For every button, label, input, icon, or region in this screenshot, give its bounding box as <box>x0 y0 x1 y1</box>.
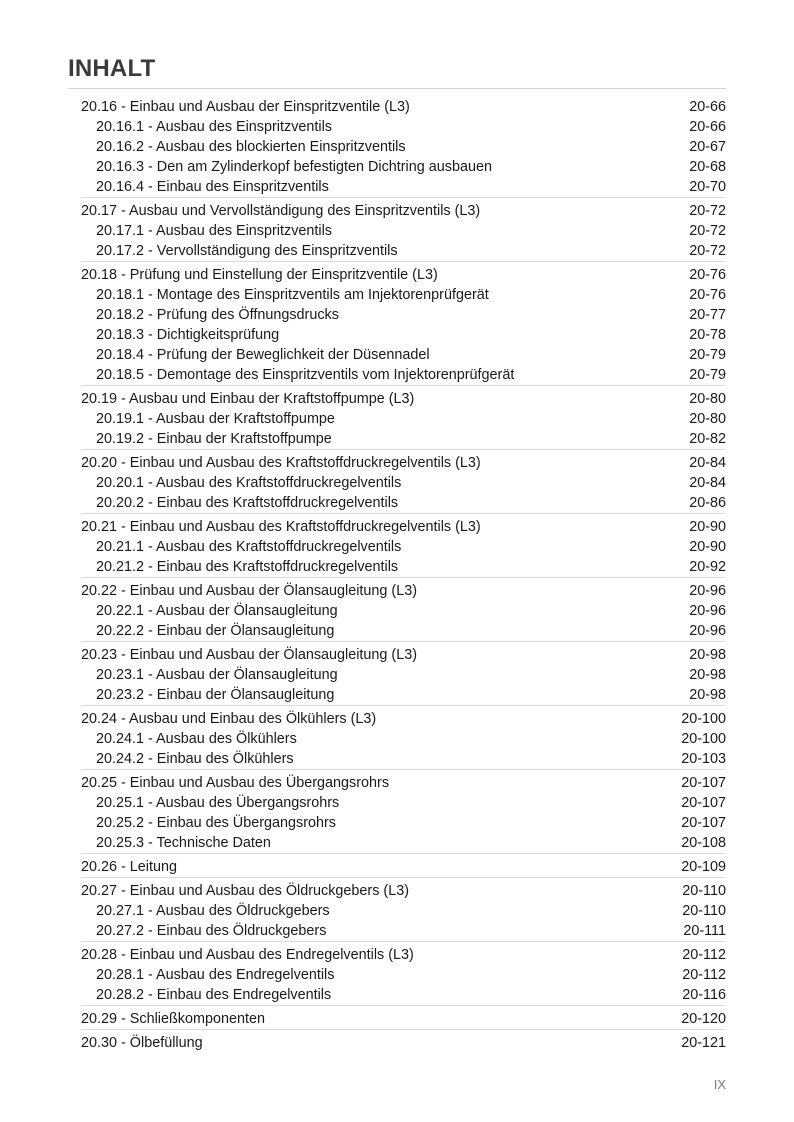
toc-entry-page: 20-112 <box>682 947 726 963</box>
toc-subentry-page: 20-98 <box>689 687 726 703</box>
toc-subentry-page: 20-67 <box>689 139 726 155</box>
toc-subentry-title: 20.25.2 - Einbau des Übergangsrohrs <box>96 815 336 831</box>
toc-subentry-title: 20.16.3 - Den am Zylinderkopf befestigten Dichtring ausbauen <box>96 159 492 175</box>
toc-entry[interactable] <box>81 265 726 285</box>
toc-subentry-page: 20-108 <box>681 835 726 851</box>
toc-entry-title: 20.27 - Einbau und Ausbau des Öldruckgebers (L3) <box>81 883 409 899</box>
toc-subentry-page: 20-107 <box>681 795 726 811</box>
toc-subentry-page: 20-72 <box>689 243 726 259</box>
toc-subentry[interactable] <box>81 285 726 305</box>
toc-entry-title: 20.24 - Ausbau und Einbau des Ölkühlers (L3) <box>81 711 377 727</box>
toc-entry-page: 20-80 <box>689 391 726 407</box>
toc-entry-page: 20-66 <box>689 99 726 115</box>
toc-entry-title: 20.23 - Einbau und Ausbau der Ölansaugleitung (L3) <box>81 647 418 663</box>
toc-subentry-title: 20.28.2 - Einbau des Endregelventils <box>96 987 332 1003</box>
page-number: IX <box>713 1077 726 1092</box>
toc-entry-title: 20.22 - Einbau und Ausbau der Ölansaugleitung (L3) <box>81 583 418 599</box>
toc-entry-page: 20-110 <box>682 883 726 899</box>
toc-subentry-title: 20.18.2 - Prüfung des Öffnungsdrucks <box>96 307 339 323</box>
toc-entry[interactable] <box>81 453 726 473</box>
toc-subentry-title: 20.16.4 - Einbau des Einspritzventils <box>96 179 329 195</box>
toc-subentry[interactable] <box>81 429 726 449</box>
toc-subentry[interactable] <box>81 365 726 385</box>
toc-entry-title: 20.17 - Ausbau und Vervollständigung des Einspritzventils (L3) <box>81 203 481 219</box>
toc-subentry-title: 20.18.4 - Prüfung der Beweglichkeit der Düsennadel <box>96 347 430 363</box>
toc-entry-title: 20.20 - Einbau und Ausbau des Kraftstoffdruckregelventils (L3) <box>81 455 481 471</box>
toc-entry-page: 20-76 <box>689 267 726 283</box>
toc-entry[interactable] <box>81 581 726 601</box>
toc-subentry-page: 20-107 <box>681 815 726 831</box>
toc-entry-title: 20.21 - Einbau und Ausbau des Kraftstoffdruckregelventils (L3) <box>81 519 481 535</box>
toc-subentry[interactable] <box>81 729 726 749</box>
toc-subentry[interactable] <box>81 117 726 137</box>
toc-subentry[interactable] <box>81 305 726 325</box>
toc-entry-page: 20-100 <box>681 711 726 727</box>
page-title: INHALT <box>68 55 156 82</box>
toc-entry-title: 20.25 - Einbau und Ausbau des Übergangsrohrs <box>81 775 390 791</box>
toc-subentry-title: 20.25.1 - Ausbau des Übergangsrohrs <box>96 795 340 811</box>
toc-subentry-title: 20.21.2 - Einbau des Kraftstoffdruckregelventils <box>96 559 399 575</box>
toc-subentry-title: 20.24.2 - Einbau des Ölkühlers <box>96 751 294 767</box>
toc-subentry-page: 20-110 <box>682 903 726 919</box>
toc-section <box>81 705 726 769</box>
toc-subentry-title: 20.20.2 - Einbau des Kraftstoffdruckregelventils <box>96 495 399 511</box>
toc-subentry[interactable] <box>81 241 726 261</box>
toc-subentry-page: 20-82 <box>689 431 726 447</box>
toc-entry[interactable] <box>81 773 726 793</box>
toc-subentry-page: 20-96 <box>689 623 726 639</box>
toc-subentry-title: 20.23.2 - Einbau der Ölansaugleitung <box>96 687 335 703</box>
toc-subentry[interactable] <box>81 493 726 513</box>
toc-entry-title: 20.26 - Leitung <box>81 859 178 875</box>
toc-subentry[interactable] <box>81 749 726 769</box>
toc-entry-title: 20.29 - Schließkomponenten <box>81 1011 265 1027</box>
toc-subentry-title: 20.18.1 - Montage des Einspritzventils am Injektorenprüfgerät <box>96 287 489 303</box>
toc-subentry[interactable] <box>81 137 726 157</box>
toc-entry-title: 20.16 - Einbau und Ausbau der Einspritzventile (L3) <box>81 99 410 115</box>
toc-subentry[interactable] <box>81 833 726 853</box>
toc-subentry-page: 20-70 <box>689 179 726 195</box>
toc-subentry-page: 20-90 <box>689 539 726 555</box>
toc-section <box>81 769 726 853</box>
toc-entry[interactable] <box>81 709 726 729</box>
toc-subentry[interactable] <box>81 985 726 1005</box>
toc-section <box>81 1029 726 1053</box>
toc-subentry[interactable] <box>81 665 726 685</box>
toc-entry[interactable] <box>81 1033 726 1053</box>
toc-entry-title: 20.18 - Prüfung und Einstellung der Einspritzventile (L3) <box>81 267 438 283</box>
toc-subentry-title: 20.19.1 - Ausbau der Kraftstoffpumpe <box>96 411 335 427</box>
toc-subentry-title: 20.22.1 - Ausbau der Ölansaugleitung <box>96 603 338 619</box>
toc-subentry[interactable] <box>81 601 726 621</box>
toc-section <box>81 577 726 641</box>
toc-entry-page: 20-90 <box>689 519 726 535</box>
toc-section <box>81 385 726 449</box>
toc-subentry-page: 20-66 <box>689 119 726 135</box>
toc-entry[interactable] <box>81 389 726 409</box>
toc-subentry[interactable] <box>81 921 726 941</box>
toc-subentry-title: 20.16.1 - Ausbau des Einspritzventils <box>96 119 332 135</box>
toc-section <box>81 94 726 197</box>
toc-subentry[interactable] <box>81 325 726 345</box>
toc-section <box>81 197 726 261</box>
toc-entry[interactable] <box>81 881 726 901</box>
toc-entry[interactable] <box>81 201 726 221</box>
title-divider <box>68 88 726 89</box>
toc-subentry-title: 20.18.5 - Demontage des Einspritzventils vom Injektorenprüfgerät <box>96 367 515 383</box>
toc-entry[interactable] <box>81 945 726 965</box>
toc-subentry-page: 20-78 <box>689 327 726 343</box>
toc-subentry-title: 20.24.1 - Ausbau des Ölkühlers <box>96 731 297 747</box>
toc-subentry-page: 20-116 <box>682 987 726 1003</box>
toc-subentry-title: 20.28.1 - Ausbau des Endregelventils <box>96 967 335 983</box>
toc-subentry[interactable] <box>81 473 726 493</box>
toc-entry[interactable] <box>81 1009 726 1029</box>
toc-subentry[interactable] <box>81 177 726 197</box>
toc-subentry-page: 20-84 <box>689 475 726 491</box>
toc-section <box>81 941 726 1005</box>
toc-entry-title: 20.30 - Ölbefüllung <box>81 1035 203 1051</box>
toc-subentry-page: 20-79 <box>689 347 726 363</box>
toc-subentry-title: 20.16.2 - Ausbau des blockierten Einspritzventils <box>96 139 406 155</box>
toc-subentry[interactable] <box>81 685 726 705</box>
toc-entry-page: 20-96 <box>689 583 726 599</box>
toc-subentry[interactable] <box>81 221 726 241</box>
toc-subentry-page: 20-96 <box>689 603 726 619</box>
toc-entry-page: 20-84 <box>689 455 726 471</box>
toc-subentry-title: 20.17.2 - Vervollständigung des Einspritzventils <box>96 243 398 259</box>
toc-subentry-page: 20-72 <box>689 223 726 239</box>
toc-subentry[interactable] <box>81 901 726 921</box>
toc-subentry-page: 20-79 <box>689 367 726 383</box>
toc-entry-page: 20-98 <box>689 647 726 663</box>
toc-subentry-page: 20-77 <box>689 307 726 323</box>
toc-subentry-title: 20.25.3 - Technische Daten <box>96 835 271 851</box>
toc-subentry-page: 20-98 <box>689 667 726 683</box>
toc-subentry[interactable] <box>81 793 726 813</box>
toc-subentry-page: 20-76 <box>689 287 726 303</box>
toc-subentry-page: 20-92 <box>689 559 726 575</box>
toc-subentry-title: 20.19.2 - Einbau der Kraftstoffpumpe <box>96 431 332 447</box>
toc-subentry-page: 20-100 <box>681 731 726 747</box>
toc-section <box>81 877 726 941</box>
toc-entry-title: 20.19 - Ausbau und Einbau der Kraftstoffpumpe (L3) <box>81 391 415 407</box>
toc-subentry-page: 20-68 <box>689 159 726 175</box>
toc-subentry[interactable] <box>81 621 726 641</box>
toc-entry-page: 20-107 <box>681 775 726 791</box>
toc-section <box>81 853 726 877</box>
toc-entry[interactable] <box>81 857 726 877</box>
toc-subentry-page: 20-103 <box>681 751 726 767</box>
toc-subentry-title: 20.18.3 - Dichtigkeitsprüfung <box>96 327 280 343</box>
toc-subentry-page: 20-112 <box>682 967 726 983</box>
toc-entry-title: 20.28 - Einbau und Ausbau des Endregelventils (L3) <box>81 947 414 963</box>
toc-entry[interactable] <box>81 517 726 537</box>
toc-entry[interactable] <box>81 645 726 665</box>
toc-subentry[interactable] <box>81 557 726 577</box>
toc-section <box>81 641 726 705</box>
toc-entry[interactable] <box>81 97 726 117</box>
table-of-contents <box>81 94 726 1053</box>
toc-section <box>81 1005 726 1029</box>
toc-subentry[interactable] <box>81 345 726 365</box>
toc-subentry-title: 20.27.1 - Ausbau des Öldruckgebers <box>96 903 330 919</box>
toc-subentry-title: 20.21.1 - Ausbau des Kraftstoffdruckregelventils <box>96 539 402 555</box>
toc-subentry[interactable] <box>81 409 726 429</box>
toc-subentry-title: 20.27.2 - Einbau des Öldruckgebers <box>96 923 327 939</box>
toc-subentry-page: 20-86 <box>689 495 726 511</box>
toc-subentry-page: 20-80 <box>689 411 726 427</box>
toc-subentry[interactable] <box>81 537 726 557</box>
toc-subentry-page: 20-111 <box>683 923 726 939</box>
toc-entry-page: 20-120 <box>681 1011 726 1027</box>
toc-entry-page: 20-109 <box>681 859 726 875</box>
toc-subentry-title: 20.17.1 - Ausbau des Einspritzventils <box>96 223 332 239</box>
toc-entry-page: 20-72 <box>689 203 726 219</box>
toc-section <box>81 449 726 513</box>
toc-section <box>81 261 726 385</box>
toc-subentry[interactable] <box>81 157 726 177</box>
toc-entry-page: 20-121 <box>681 1035 726 1051</box>
toc-section <box>81 513 726 577</box>
toc-subentry-title: 20.22.2 - Einbau der Ölansaugleitung <box>96 623 335 639</box>
toc-subentry-title: 20.23.1 - Ausbau der Ölansaugleitung <box>96 667 338 683</box>
toc-subentry[interactable] <box>81 813 726 833</box>
toc-subentry-title: 20.20.1 - Ausbau des Kraftstoffdruckregelventils <box>96 475 402 491</box>
toc-subentry[interactable] <box>81 965 726 985</box>
